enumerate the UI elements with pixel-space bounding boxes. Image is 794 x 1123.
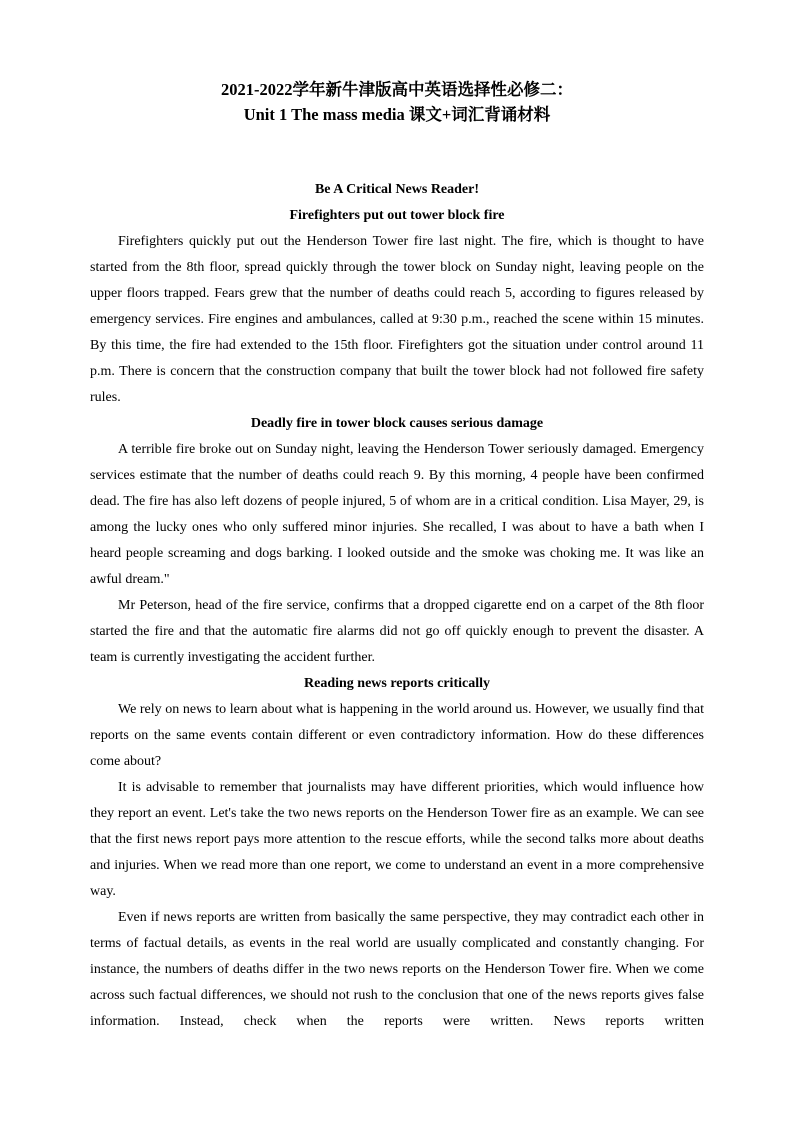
reading-paragraph-2: It is advisable to remember that journalists may have different priorities, which would influence how they report an event. Let's take the two news reports on the Henderson Tower fire as an example. We can see that the first news report pays more attention to the rescue efforts, while the second talks more about deaths and injuries. When we read more than one report, we come to understand an event in a more comprehensive way.	[90, 780, 704, 899]
reading-paragraph-1: We rely on news to learn about what is happening in the world around us. However, we usually find that reports on the same events contain different or even contradictory information. How do these differences come about?	[90, 702, 704, 769]
document-title-line2: Unit 1 The mass media 课文+词汇背诵材料	[243, 105, 551, 124]
report1-paragraph: Firefighters quickly put out the Henderson Tower fire last night. The fire, which is thought to have started from the 8th floor, spread quickly through the tower block on Sunday night, leaving people on the upper floors trapped. Fears grew that the number of deaths could reach 5, according to figures released by emergency services. Fire engines and ambulances, called at 9:30 p.m., reached the scene within 15 minutes. By this time, the fire had extended to the 15th floor. Firefighters got the situation under control around 11 p.m. There is concern that the construction company that built the tower block had not followed fire safety rules.	[90, 234, 704, 405]
reading-headline: Reading news reports critically	[304, 676, 490, 691]
document-title-line1: 2021-2022学年新牛津版高中英语选择性必修二：	[221, 80, 573, 99]
reading-paragraph-3: Even if news reports are written from basically the same perspective, they may contradict each other in terms of factual details, as events in the real world are usually complicated and constantly changing. For instance, the numbers of deaths differ in the two news reports on the Henderson Tower fire. When we come across such factual differences, we should not rush to the conclusion that one of the news reports gives false information. Instead, check when the reports were written. News reports written	[90, 910, 704, 1029]
report2-headline: Deadly fire in tower block causes serious damage	[250, 416, 544, 431]
report2-paragraph-1: A terrible fire broke out on Sunday night, leaving the Henderson Tower seriously damaged. Emergency services estimate that the number of deaths could reach 9. By this morning, 4 people have been confirmed dead. The fire has also left dozens of people injured, 5 of whom are in a critical condition. Lisa Mayer, 29, is among the lucky ones who only suffered minor injuries. She recalled, I was about to have a bath when I heard people screaming and dogs barking. I looked outside and the smoke was choking me. It was like an awful dream."	[90, 442, 704, 587]
report2-paragraph-2: Mr Peterson, head of the fire service, confirms that a dropped cigarette end on a carpet of the 8th floor started the fire and that the automatic fire alarms did not go off quickly enough to prevent the disaster. A team is currently investigating the accident further.	[90, 598, 704, 665]
article-main-title: Be A Critical News Reader!	[314, 182, 480, 197]
report1-headline: Firefighters put out tower block fire	[289, 208, 505, 223]
